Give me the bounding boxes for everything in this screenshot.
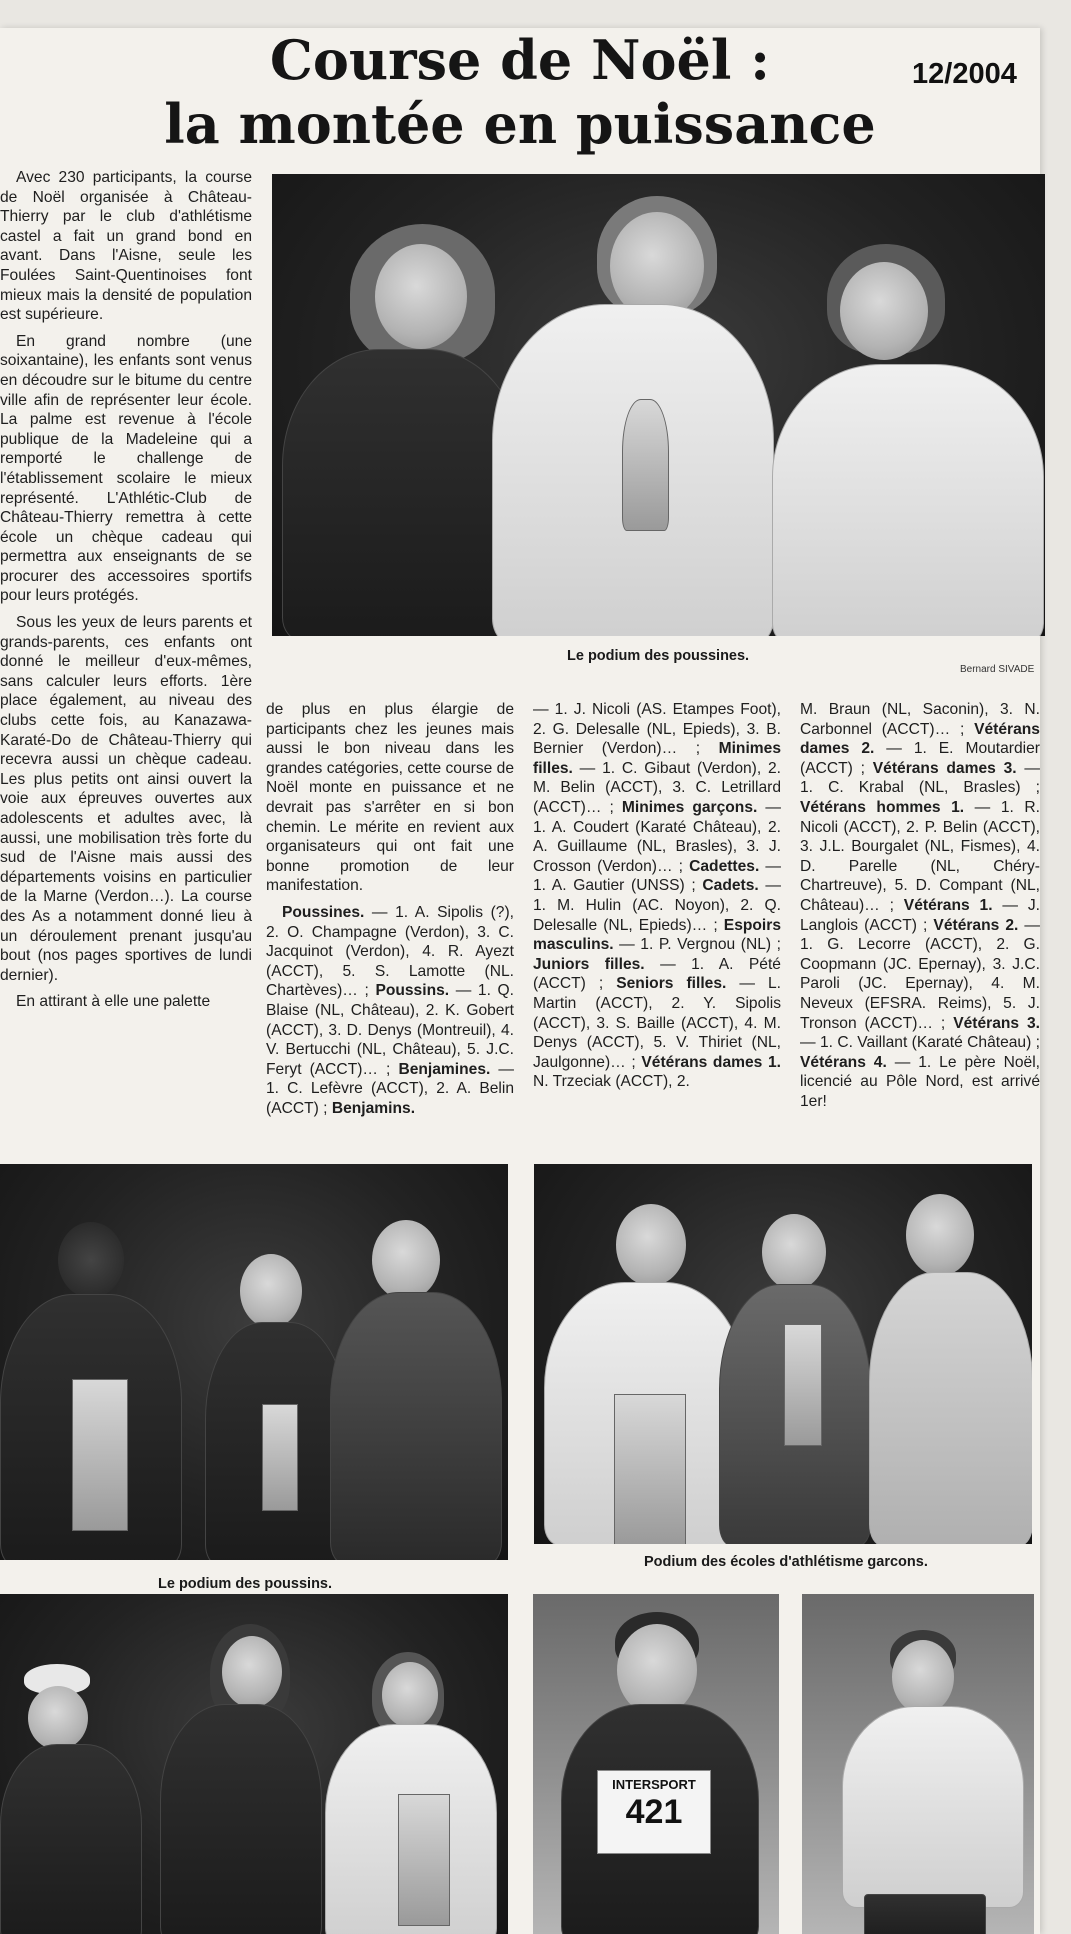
- photo-runner-white: [802, 1594, 1034, 1934]
- label-veterans-4: Vétérans 4.: [800, 1053, 887, 1071]
- gift-bag: [398, 1794, 450, 1926]
- results-veterans-3: — 1. C. Vaillant (Karaté Château) ;: [800, 1034, 1040, 1052]
- paragraph-col2: de plus en plus élargie de participants chez les jeunes mais aussi le bon niveau dans les grandes catégories, cette course de Noël monte en puissance et ne devrait pas s'arrêter en si bon chemin. Le mérite en revient aux organisateurs qui ont fait une bonne promotion de leur manifestation.: [266, 701, 514, 895]
- photo-podium-poussins: [0, 1164, 508, 1560]
- headline-line-2: la montée en puissance: [164, 92, 876, 156]
- label-poussines: Poussines.: [282, 903, 365, 921]
- results-minimes-garcons: — 1. A. Coudert (Karaté Château), 2. A. Guillaume (NL, Brasles), 3. J. Crosson (Verdon)… ;: [533, 798, 781, 875]
- results-minimes-filles: — 1. C. Gibaut (Verdon), 2. M. Belin (ACCT), 3. C. Letrillard (ACCT)… ;: [533, 759, 781, 816]
- photo-podium-ecoles: [534, 1164, 1032, 1544]
- results-espoirs: — 1. P. Vergnou (NL) ;: [613, 936, 781, 954]
- photo-credit: Bernard SIVADE: [960, 664, 1035, 675]
- label-cadets: Cadets.: [702, 877, 759, 895]
- article-column-2: [266, 700, 514, 1125]
- label-seniors-filles: Seniors filles.: [616, 975, 727, 993]
- bib-number: 421: [625, 1793, 683, 1831]
- results-juniors-filles: — 1. A. Pété (ACCT) ;: [533, 955, 781, 993]
- label-minimes-filles: Minimes filles.: [533, 740, 781, 777]
- label-juniors-filles: Juniors filles.: [533, 955, 645, 973]
- label-veterans-2: Vétérans 2.: [933, 916, 1019, 934]
- results-poussins: — 1. Q. Blaise (NL, Château), 2. K. Gobert (ACCT), 3. D. Denys (Montreuil), 4. V. Bertucchi (NL, Château), 5. J.C. Feryt (ACCT)… ;: [266, 982, 515, 1078]
- results-veterans-dames-3: — 1. C. Krabal (NL, Brasles) ;: [800, 759, 1040, 797]
- paragraph-3: Sous les yeux de leurs parents et grands-parents, ces enfants ont donné le meilleur d'eux-mêmes, sans calculer leurs efforts. 1ère place également, au niveau des clubs cette fois, au Kanazawa-Karaté-Do de Château-Thierry qui recevra aussi un chèque cadeau. Les plus petits ont ainsi ouvert la voie aux épreuves ouvertes aux adolescents et adultes avec, là aussi, une mobilisation très forte du sud de l'Aisne mais aussi des départements voisins en particulier de la Marne (Verdon…). La course des As a notamment donné lieu à un déroulement prenant jusqu'au bout (nos pages sportives de lundi dernier).: [0, 614, 252, 984]
- label-poussins: Poussins.: [375, 982, 450, 1000]
- article-headline: [110, 28, 930, 156]
- label-veterans-hommes-1: Vétérans hommes 1.: [800, 798, 965, 816]
- trophy: [262, 1404, 298, 1511]
- results-veterans-hommes-1: — 1. R. Nicoli (ACCT), 2. P. Belin (ACCT), 3. J.L. Bourgalet (NL, Fismes), 4. D. Parelle (NL, Chéry-Chartreuve), 5. D. Compant (NL, Château)… ;: [800, 798, 1040, 914]
- article-column-3: [533, 700, 781, 1099]
- label-veterans-1: Vétérans 1.: [903, 896, 993, 914]
- label-veterans-3: Vétérans 3.: [953, 1014, 1040, 1032]
- results-veterans-dames-2: — 1. E. Moutardier (ACCT) ;: [800, 740, 1040, 777]
- results-benjamines: — 1. C. Lefèvre (ACCT), 2. A. Belin (ACCT) ;: [266, 1060, 514, 1117]
- label-cadettes: Cadettes.: [689, 857, 760, 875]
- article-column-4: [800, 700, 1040, 1118]
- label-veterans-dames-1: Vétérans dames 1.: [641, 1053, 781, 1071]
- label-espoirs: Espoirs masculins.: [533, 916, 781, 954]
- paragraph-1: Avec 230 participants, la course de Noël organisée à Château-Thierry par le club d'athlétisme castel a fait un grand bond en avant. Dans l'Aisne, seule les Foulées Saint-Quentinoises font mieux mais la densité de population est supérieure.: [0, 169, 252, 324]
- race-bib: [597, 1770, 711, 1854]
- gift-bag: [614, 1394, 686, 1544]
- gift-bag: [72, 1379, 128, 1531]
- label-benjamins: Benjamins.: [331, 1099, 416, 1117]
- results-veterans-2: — 1. G. Lecorre (ACCT), 2. G. Coopmann (JC. Epernay), 3. J.C. Paroli (JC. Epernay), 4. M. Neveux (EFSRA. Reims), 5. J. Tronson (ACCT)… ;: [800, 916, 1041, 1032]
- results-veterans-1: — J. Langlois (ACCT) ;: [800, 896, 1040, 934]
- results-veterans-dames-1: N. Trzeciak (ACCT), 2.: [533, 1073, 690, 1091]
- caption-top-photo: Le podium des poussines.: [567, 648, 750, 664]
- label-veterans-dames-3: Vétérans dames 3.: [872, 759, 1017, 777]
- results-veterans-4: — 1. Le père Noël, licencié au Pôle Nord, est arrivé 1er!: [800, 1053, 1040, 1110]
- caption-poussins: Le podium des poussins.: [158, 1576, 333, 1592]
- paragraph-2: En grand nombre (une soixantaine), les enfants sont venus en découdre sur le bitume du centre ville afin de représenter leur école. La palme est revenue à l'école publique de la Madeleine qui a remporté le challenge de l'établissement scolaire le mieux représenté. L'Athlétic-Club de Château-Thierry remettra à cette école un chèque cadeau qui permettra aux enseignants de se procurer des accessoires sportifs pour leurs protégés.: [0, 332, 252, 605]
- results-poussines: — 1. A. Sipolis (?), 2. O. Champagne (Verdon), 3. C. Jacquinot (Verdon), 4. R. Ayezt (ACCT), 5. S. Lamotte (NL. Chartèves)… ;: [266, 903, 514, 1000]
- bib-brand: INTERSPORT: [612, 1777, 696, 1792]
- results-seniors-filles: — L. Martin (ACCT), 2. Y. Sipolis (ACCT), 3. S. Baille (ACCT), 4. M. Denys (ACCT), 5. V. Thiriet (NL, Jaulgonne)… ;: [533, 975, 782, 1071]
- results-benjamins: — 1. J. Nicoli (AS. Etampes Foot), 2. G. Delesalle (NL, Epieds), 3. B. Bernier (Verdon)… ;: [533, 701, 781, 758]
- caption-ecoles: Podium des écoles d'athlétisme garcons.: [644, 1554, 928, 1570]
- trophy-cup: [622, 399, 669, 531]
- newspaper-page: [0, 28, 1040, 1934]
- results-veterans-dames-1-cont: M. Braun (NL, Saconin), 3. N. Carbonnel (ACCT)… ;: [800, 701, 1040, 738]
- label-benjamines: Benjamines.: [398, 1060, 491, 1078]
- issue-date: 12/2004: [912, 58, 1017, 90]
- article-column-1: [0, 168, 252, 1019]
- photo-runner-bib: [533, 1594, 779, 1934]
- photo-girls-group: [0, 1594, 508, 1934]
- paragraph-4: En attirant à elle une palette: [16, 993, 211, 1011]
- results-cadets: — 1. M. Hulin (AC. Noyon), 2. Q. Delesalle (NL, Epieds)… ;: [533, 877, 781, 934]
- photo-podium-poussines: [272, 174, 1045, 636]
- trophy: [784, 1324, 822, 1446]
- headline-line-1: Course de Noël :: [269, 28, 771, 92]
- label-veterans-dames-2: Vétérans dames 2.: [800, 720, 1040, 758]
- results-cadettes: — 1. A. Gautier (UNSS) ;: [533, 857, 782, 895]
- label-minimes-garcons: Minimes garçons.: [621, 798, 758, 816]
